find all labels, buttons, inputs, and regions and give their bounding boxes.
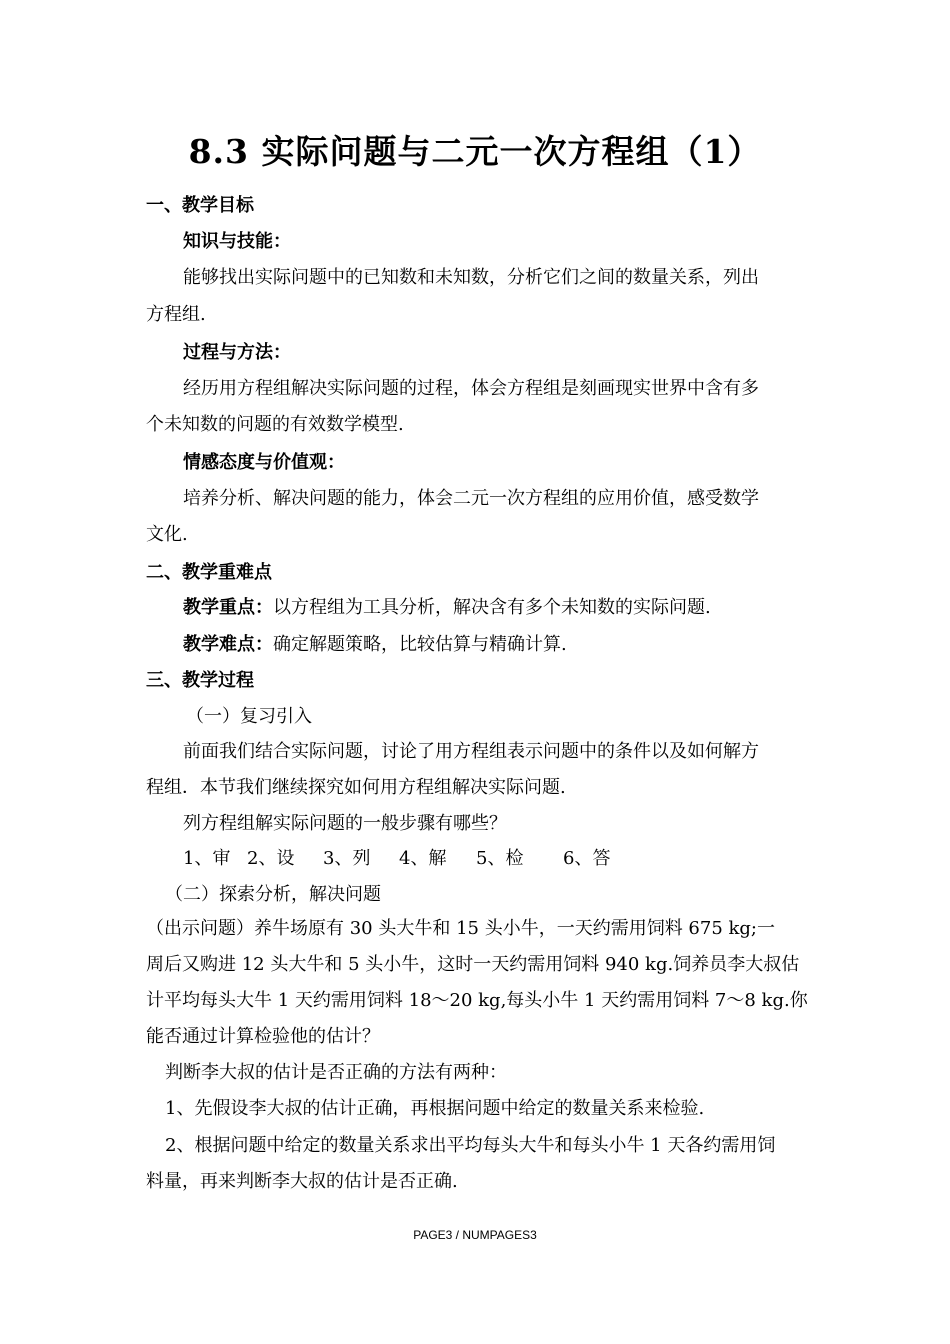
document-title: 8.3 实际问题与二元一次方程组（1）: [188, 132, 762, 171]
section-heading-process: 三、教学过程: [146, 670, 254, 691]
paragraph-process-line1: 经历用方程组解决实际问题的过程，体会方程组是刻画现实世界中含有多: [183, 378, 759, 399]
problem-line3: 计平均每头大牛 1 天约需用饲料 18～20 kg,每头小牛 1 天约需用饲料 7～8 kg.你: [146, 990, 808, 1011]
paragraph-process-line2: 个未知数的问题的有效数学模型.: [146, 414, 404, 435]
part-review-heading: （一）复习引入: [186, 706, 312, 727]
part-explore-heading: （二）探索分析，解决问题: [165, 884, 381, 905]
difficult-point-label: 教学难点：: [183, 634, 273, 655]
key-point-text: 以方程组为工具分析，解决含有多个未知数的实际问题.: [273, 597, 711, 618]
paragraph-attitude-line1: 培养分析、解决问题的能力，体会二元一次方程组的应用价值，感受数学: [183, 488, 759, 509]
review-paragraph-line2: 程组．本节我们继续探究如何用方程组解决实际问题.: [146, 777, 566, 798]
method-two-line2: 料量，再来判断李大叔的估计是否正确.: [146, 1171, 458, 1192]
step-item: 3、列: [323, 848, 371, 869]
step-item: 2、设: [247, 848, 295, 869]
step-item: 5、检: [476, 848, 524, 869]
paragraph-knowledge-line1: 能够找出实际问题中的已知数和未知数，分析它们之间的数量关系，列出: [183, 267, 759, 288]
key-point-line: [183, 595, 853, 621]
subheading-attitude: 情感态度与价值观：: [183, 452, 345, 473]
steps-question: 列方程组解实际问题的一般步骤有哪些？: [183, 813, 507, 834]
step-item: 6、答: [563, 848, 611, 869]
method-intro: 判断李大叔的估计是否正确的方法有两种：: [165, 1062, 507, 1083]
method-one: 1、先假设李大叔的估计正确，再根据问题中给定的数量关系来检验.: [165, 1098, 705, 1119]
review-paragraph-line1: 前面我们结合实际问题，讨论了用方程组表示问题中的条件以及如何解方: [183, 741, 759, 762]
subheading-knowledge: 知识与技能：: [183, 231, 291, 252]
problem-line2: 周后又购进 12 头大牛和 5 头小牛，这时一天约需用饲料 940 kg.饲养员李大叔估: [146, 954, 800, 975]
steps-list: [183, 846, 853, 872]
difficult-point-text: 确定解题策略，比较估算与精确计算.: [273, 634, 567, 655]
key-point-label: 教学重点：: [183, 597, 273, 618]
section-heading-key-points: 二、教学重难点: [146, 562, 272, 583]
step-item: 4、解: [399, 848, 447, 869]
problem-line4: 能否通过计算检验他的估计？: [146, 1026, 380, 1047]
method-two-line1: 2、根据问题中给定的数量关系求出平均每头大牛和每头小牛 1 天各约需用饲: [165, 1135, 776, 1156]
page-footer: PAGE3 / NUMPAGES3: [413, 1228, 537, 1242]
problem-line1: （出示问题）养牛场原有 30 头大牛和 15 头小牛，一天约需用饲料 675 kg;一: [146, 918, 775, 939]
paragraph-knowledge-line2: 方程组.: [146, 304, 206, 325]
section-heading-objectives: 一、教学目标: [146, 195, 254, 216]
step-item: 1、审: [183, 848, 231, 869]
subheading-process: 过程与方法：: [183, 342, 291, 363]
paragraph-attitude-line2: 文化.: [146, 524, 188, 545]
difficult-point-line: [183, 632, 853, 658]
